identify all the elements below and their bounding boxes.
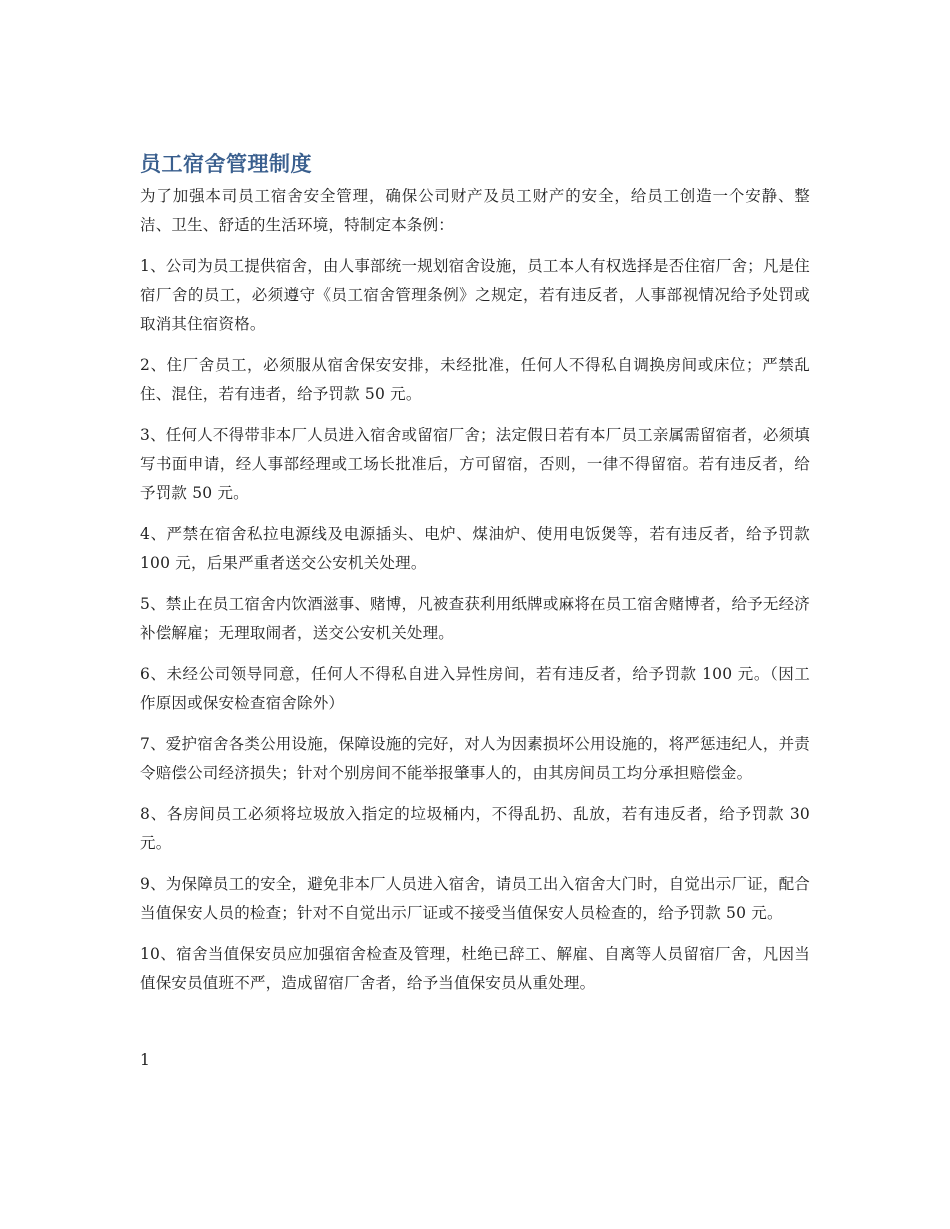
intro-paragraph: 为了加强本司员工宿舍安全管理，确保公司财产及员工财产的安全，给员工创造一个安静、整洁、卫生、舒适的生活环境，特制定本条例： xyxy=(140,187,810,234)
clause-3: 3、任何人不得带非本厂人员进入宿舍或留宿厂舍；法定假日若有本厂员工亲属需留宿者，必须填写书面申请，经人事部经理或工场长批准后，方可留宿，否则，一律不得留宿。若有违反者，给予罚款 50 元。 xyxy=(140,426,810,502)
clause-8: 8、各房间员工必须将垃圾放入指定的垃圾桶内，不得乱扔、乱放，若有违反者，给予罚款 30 元。 xyxy=(140,805,810,852)
document-page xyxy=(140,148,810,1010)
document-title: 员工宿舍管理制度 xyxy=(140,152,312,176)
clause-7: 7、爱护宿舍各类公用设施，保障设施的完好，对人为因素损坏公用设施的，将严惩违纪人，并责令赔偿公司经济损失；针对个别房间不能举报肇事人的，由其房间员工均分承担赔偿金。 xyxy=(140,735,810,782)
clause-4: 4、严禁在宿舍私拉电源线及电源插头、电炉、煤油炉、使用电饭煲等，若有违反者，给予罚款 100 元，后果严重者送交公安机关处理。 xyxy=(140,525,810,572)
clause-10: 10、宿舍当值保安员应加强宿舍检查及管理，杜绝已辞工、解雇、自离等人员留宿厂舍，凡因当值保安员值班不严，造成留宿厂舍者，给予当值保安员从重处理。 xyxy=(140,945,810,992)
clause-5: 5、禁止在员工宿舍内饮酒滋事、赌博，凡被查获利用纸牌或麻将在员工宿舍赌博者，给予无经济补偿解雇；无理取闹者，送交公安机关处理。 xyxy=(140,595,810,642)
clause-9: 9、为保障员工的安全，避免非本厂人员进入宿舍，请员工出入宿舍大门时，自觉出示厂证，配合当值保安人员的检查；针对不自觉出示厂证或不接受当值保安人员检查的，给予罚款 50 元。 xyxy=(140,875,810,922)
clause-6: 6、未经公司领导同意，任何人不得私自进入异性房间，若有违反者，给予罚款 100 元。（因工作原因或保安检查宿舍除外） xyxy=(140,665,810,712)
clause-1: 1、公司为员工提供宿舍，由人事部统一规划宿舍设施，员工本人有权选择是否住宿厂舍；凡是住宿厂舍的员工，必须遵守《员工宿舍管理条例》之规定，若有违反者，人事部视情况给予处罚或取消其住宿资格。 xyxy=(140,257,810,333)
page-number: 1 xyxy=(140,1051,150,1069)
clause-2: 2、住厂舍员工，必须服从宿舍保安安排，未经批准，任何人不得私自调换房间或床位；严禁乱住、混住，若有违者，给予罚款 50 元。 xyxy=(140,356,810,403)
